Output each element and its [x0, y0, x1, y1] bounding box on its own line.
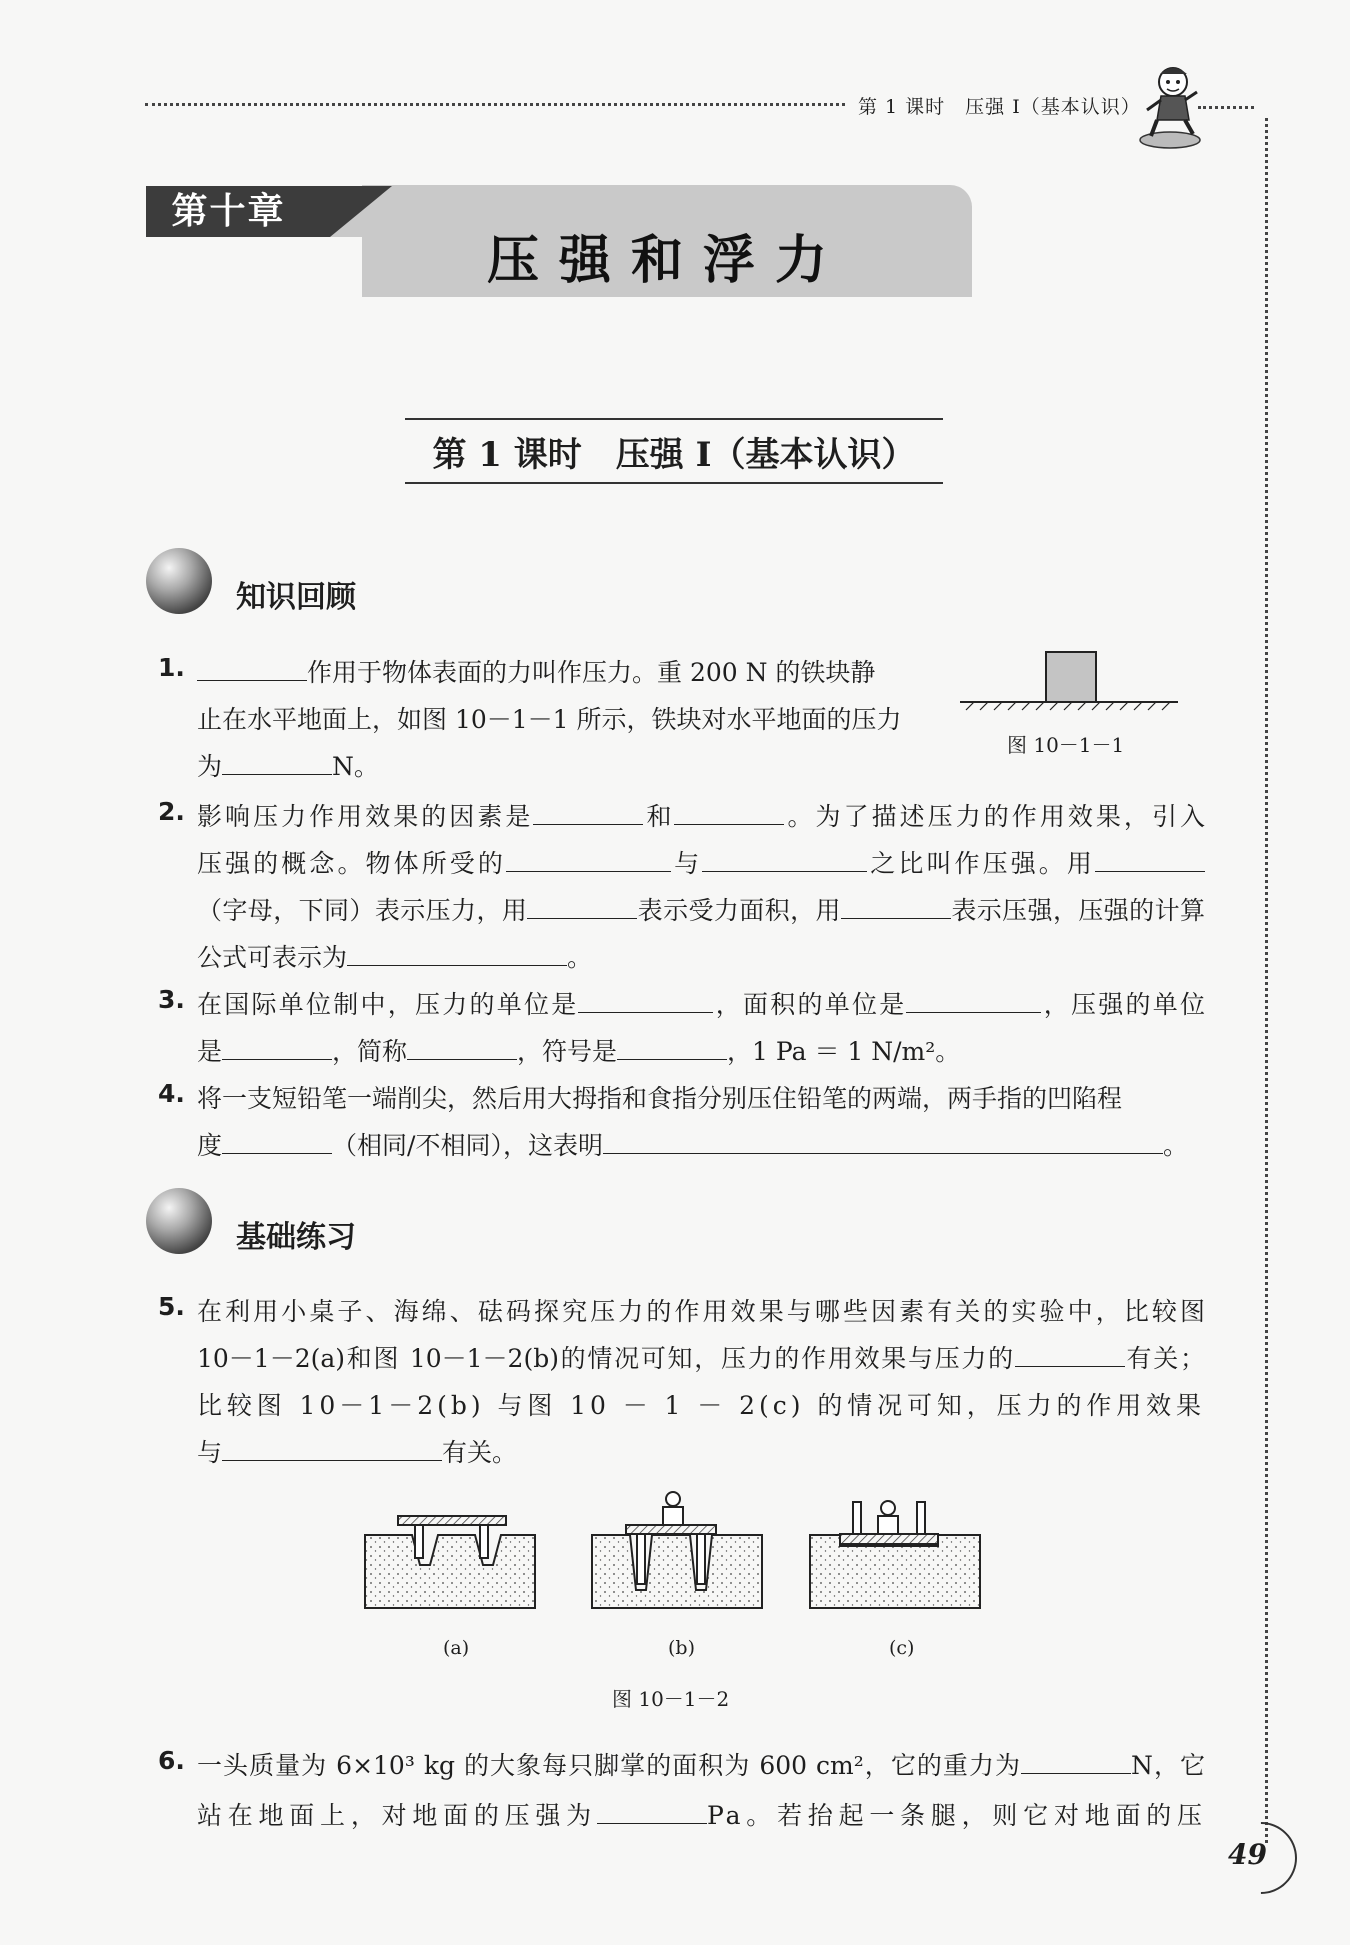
q4-text: 。: [1162, 1131, 1188, 1160]
running-title: 第 1 课时 压强 I（基本认识）: [858, 96, 1141, 118]
diagram-c: [810, 1501, 980, 1608]
answer-blank[interactable]: [906, 990, 1041, 1013]
globe-icon: [146, 548, 212, 614]
answer-blank[interactable]: [222, 1438, 442, 1461]
q6-text: N，它: [1131, 1751, 1205, 1780]
header-dotted-rule-right: [1198, 106, 1254, 109]
q2-text: （字母，下同）表示压力，用: [197, 896, 528, 925]
q3-text: ，简称: [332, 1037, 408, 1066]
q1-line1: [197, 653, 937, 689]
q4-line1: 将一支短铅笔一端削尖，然后用大拇指和食指分别压住铅笔的两端，两手指的凹陷程: [197, 1084, 1123, 1113]
q3-line1: [197, 985, 1205, 1021]
q4-text: （相同/不相同），这表明: [332, 1131, 603, 1160]
question-number: 1.: [158, 653, 185, 682]
answer-blank[interactable]: [506, 849, 671, 872]
answer-blank[interactable]: [617, 1037, 727, 1060]
answer-blank[interactable]: [222, 752, 332, 775]
subfigure-label-b: (b): [668, 1637, 695, 1659]
figure-caption: 图 10－1－2: [612, 1687, 730, 1711]
q2-line2: [197, 844, 1205, 880]
question-number: 3.: [158, 985, 185, 1014]
answer-blank[interactable]: [1095, 849, 1205, 872]
q3-text: ，面积的单位是: [713, 990, 907, 1019]
subfigure-label-a: (a): [443, 1637, 470, 1659]
q4-line2: [197, 1126, 1205, 1162]
answer-blank[interactable]: [841, 896, 951, 919]
answer-blank[interactable]: [222, 1131, 332, 1154]
q1-text: 作用于物体表面的力叫作压力。重 200 N 的铁块静: [307, 658, 876, 687]
q5-text: 与: [197, 1438, 223, 1467]
q5-line2: [197, 1339, 1205, 1375]
question-number: 6.: [158, 1746, 185, 1775]
question-number: 5.: [158, 1292, 185, 1321]
section-title-practice: 基础练习: [236, 1220, 356, 1255]
q2-text: 和: [643, 802, 675, 831]
answer-blank[interactable]: [197, 658, 307, 681]
header-dotted-rule: [145, 103, 845, 106]
chapter-label: 第十章: [171, 190, 286, 232]
q2-text: 影响压力作用效果的因素是: [197, 802, 534, 831]
subfigure-label-c: (c): [889, 1637, 915, 1659]
chapter-title: 压强和浮力: [486, 231, 847, 291]
q1-text: 为: [197, 752, 223, 781]
section-title-review: 知识回顾: [236, 580, 356, 615]
q2-text: 公式可表示为: [197, 943, 348, 972]
question-number: 4.: [158, 1079, 185, 1108]
q3-text: 在国际单位制中，压力的单位是: [197, 990, 579, 1019]
diagram-b: [592, 1492, 762, 1608]
answer-blank[interactable]: [1021, 1751, 1131, 1774]
q6-text: 站在地面上，对地面的压强为: [197, 1801, 597, 1830]
q5-line1: 在利用小桌子、海绵、砝码探究压力的作用效果与哪些因素有关的实验中，比较图: [197, 1297, 1205, 1326]
q2-text: 。为了描述压力的作用效果，引入: [784, 802, 1205, 831]
q6-line1: [197, 1746, 1205, 1782]
q2-text: 与: [670, 849, 703, 878]
q6-line2: [197, 1796, 1205, 1832]
globe-icon: [146, 1188, 212, 1254]
q2-text: 表示压强，压强的计算: [950, 896, 1205, 925]
mascot-icon: [1135, 62, 1205, 150]
figure-table-sponge: [360, 1490, 990, 1630]
q2-text: 压强的概念。物体所受的: [197, 849, 506, 878]
answer-blank[interactable]: [533, 802, 643, 825]
q2-line3: [197, 891, 1205, 927]
answer-blank[interactable]: [407, 1037, 517, 1060]
diagram-a: [365, 1516, 535, 1608]
figure-caption: 图 10－1－1: [1007, 733, 1125, 757]
figure-iron-block: [960, 648, 1178, 716]
answer-blank[interactable]: [603, 1131, 1163, 1154]
lesson-rule-bottom: [405, 482, 943, 484]
q5-line3: 比较图 10－1－2(b) 与图 10 － 1 － 2(c) 的情况可知，压力的作用效果: [197, 1391, 1205, 1420]
q4-text: 度: [197, 1131, 223, 1160]
answer-blank[interactable]: [222, 1037, 332, 1060]
q1-line2: 止在水平地面上，如图 10－1－1 所示，铁块对水平地面的压力: [197, 705, 902, 734]
answer-blank[interactable]: [347, 943, 567, 966]
answer-blank[interactable]: [527, 896, 637, 919]
q3-line2: [197, 1032, 1205, 1068]
q5-text: 有关；: [1124, 1344, 1205, 1373]
lesson-rule-top: [405, 418, 943, 420]
side-dotted-rule: [1265, 118, 1268, 1843]
page-number: 49: [1228, 1838, 1267, 1871]
q2-line1: [197, 797, 1205, 833]
q2-text: 表示受力面积，用: [637, 896, 841, 925]
question-number: 2.: [158, 797, 185, 826]
q2-text: 之比叫作压强。用: [867, 849, 1095, 878]
q1-text: N。: [332, 752, 379, 781]
answer-blank[interactable]: [674, 802, 784, 825]
q5-text: 有关。: [442, 1438, 518, 1467]
q1-line3: [197, 747, 937, 783]
answer-blank[interactable]: [597, 1801, 707, 1824]
q2-text: 。: [567, 943, 593, 972]
q3-text: ，1 Pa ＝ 1 N/m²。: [727, 1037, 961, 1066]
q3-text: ，压强的单位: [1041, 990, 1205, 1019]
q3-text: ，符号是: [517, 1037, 618, 1066]
answer-blank[interactable]: [578, 990, 713, 1013]
q6-text: 一头质量为 6×10³ kg 的大象每只脚掌的面积为 600 cm²，它的重力为: [197, 1751, 1022, 1780]
q2-line4: [197, 938, 1205, 974]
answer-blank[interactable]: [1015, 1344, 1125, 1367]
q3-text: 是: [197, 1037, 223, 1066]
q6-text: Pa。若抬起一条腿，则它对地面的压: [706, 1801, 1205, 1830]
q5-text: 10－1－2(a)和图 10－1－2(b)的情况可知，压力的作用效果与压力的: [197, 1344, 1015, 1373]
answer-blank[interactable]: [702, 849, 867, 872]
lesson-title: 第 1 课时 压强 I（基本认识）: [432, 435, 916, 475]
q5-line4: [197, 1433, 1205, 1469]
